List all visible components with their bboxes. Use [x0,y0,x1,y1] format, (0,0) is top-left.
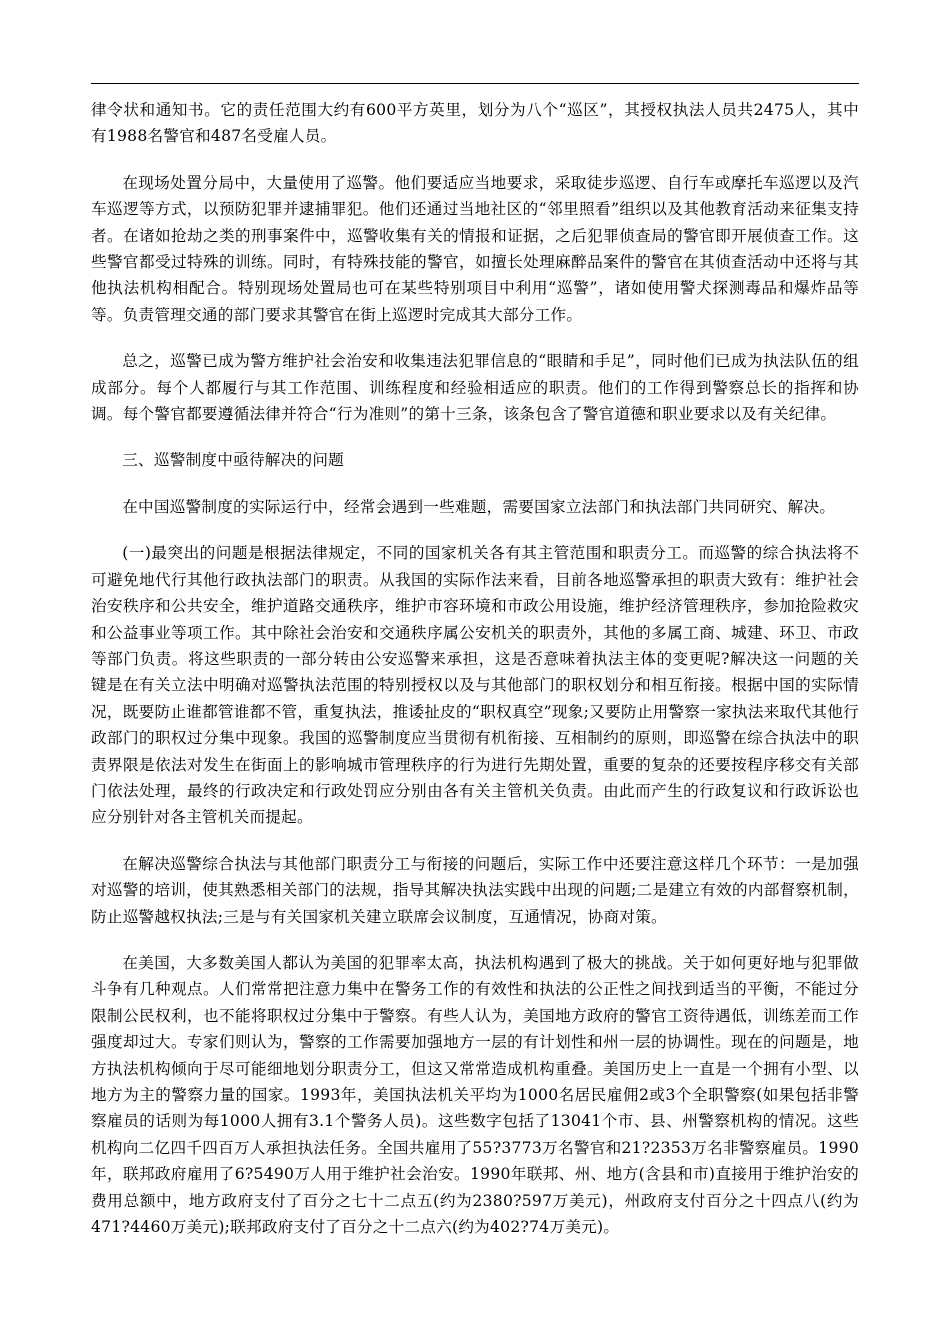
paragraph-measures: 在解决巡警综合执法与其他部门职责分工与衔接的问题后，实际工作中还要注意这样几个环节：一是加强对巡警的培训，使其熟悉相关部门的法规，指导其解决执法实践中出现的问题;二是建立有效的内部督察机制，防止巡警越权执法;三是与有关国家机关建立联席会议制度，互通情况，协商对策。 [91,854,859,926]
header-rule [91,83,859,84]
section-heading: 三、巡警制度中亟待解决的问题 [122,451,345,470]
paragraph-usa: 在美国，大多数美国人都认为美国的犯罪率太高，执法机构遇到了极大的挑战。关于如何更好地与犯罪做斗争有几种观点。人们常常把注意力集中在警务工作的有效性和执法的公正性之间找到适当的平衡，不能过分限制公民权利，也不能将职权过分集中于警察。有些人认为，美国地方政府的警官工资待遇低，训练差而工作强度却过大。专家们则认为，警察的工作需要加强地方一层的有计划性和州一层的协调性。现在的问题是，地方执法机构倾向于尽可能细地划分职责分工，但这又常常造成机构重叠。美国历史上一直是一个拥有小型、以地方为主的警察力量的国家。1993年，美国执法机关平均为1000名居民雇佣2或3个全职警察(如果包括非警察雇员的话则为每1000人拥有3.1个警务人员)。这些数字包括了13041个市、县、州警察机构的情况。这些机构向二亿四千四百万人承担执法任务。全国共雇用了55?3773万名警官和21?2353万名非警察雇员。1990年，联邦政府雇用了6?5490万人用于维护社会治安。1990年联邦、州、地方(含县和市)直接用于维护治安的费用总额中，地方政府支付了百分之七十二点五(约为2380?597万美元)，州政府支付百分之十四点八(约为471?4460万美元);联邦政府支付了百分之十二点六(约为402?74万美元)。 [91,953,859,1237]
document-body [91,97,859,1260]
paragraph-intro-problems: 在中国巡警制度的实际运行中，经常会遇到一些难题，需要国家立法部门和执法部门共同研究、解决。 [122,497,836,516]
paragraph-summary: 总之，巡警已成为警方维护社会治安和收集违法犯罪信息的“眼睛和手足”，同时他们已成为执法队伍的组成部分。每个人都履行与其工作范围、训练程度和经验相适应的职责。他们的工作得到警察总长的指挥和协调。每个警官都要遵循法律并符合“行为准则”的第十三条，该条包含了警官道德和职业要求以及有关纪律。 [91,352,859,424]
paragraph-problem-one: (一)最突出的问题是根据法律规定，不同的国家机关各有其主管范围和职责分工。而巡警的综合执法将不可避免地代行其他行政执法部门的职责。从我国的实际作法来看，目前各地巡警承担的职责大致有：维护社会治安秩序和公共安全，维护道路交通秩序，维护市容环境和市政公用设施，维护经济管理秩序，参加抢险救灾和公益事业等项工作。其中除社会治安和交通秩序属公安机关的职责外，其他的多属工商、城建、环卫、市政等部门负责。将这些职责的一部分转由公安巡警来承担，这是否意味着执法主体的变更呢?解决这一问题的关键是在有关立法中明确对巡警执法范围的特别授权以及与其他部门的职权划分和相互衔接。根据中国的实际情况，既要防止谁都管谁都不管，重复执法，推诿扯皮的“职权真空”现象;又要防止用警察一家执法来取代其他行政部门的职权过分集中现象。我国的巡警制度应当贯彻有机衔接、互相制约的原则，即巡警在综合执法中的职责界限是依法对发生在街面上的影响城市管理秩序的行为进行先期处置，重要的复杂的还要按程序移交有关部门依法处理，最终的行政决定和行政处罚应分别由各有关主管机关负责。由此而产生的行政复议和行政诉讼也应分别针对各主管机关而提起。 [91,544,859,827]
paragraph-patrol-usage: 在现场处置分局中，大量使用了巡警。他们要适应当地要求，采取徒步巡逻、自行车或摩托车巡逻以及汽车巡逻等方式，以预防犯罪并逮捕罪犯。他们还通过当地社区的“邻里照看”组织以及其他教育活动来征集支持者。在诸如抢劫之类的刑事案件中，巡警收集有关的情报和证据，之后犯罪侦查局的警官即开展侦查工作。这些警官都受过特殊的训练。同时，有特殊技能的警官，如擅长处理麻醉品案件的警官在其侦查活动中还将与其他执法机构相配合。特别现场处置局也可在某些特别项目中利用“巡警”，诸如使用警犬探测毒品和爆炸品等等。负责管理交通的部门要求其警官在街上巡逻时完成其大部分工作。 [91,173,859,324]
paragraph-continuation: 律令状和通知书。它的责任范围大约有600平方英里，划分为八个“巡区”，其授权执法人员共2475人，其中有1988名警官和487名受雇人员。 [91,101,859,146]
